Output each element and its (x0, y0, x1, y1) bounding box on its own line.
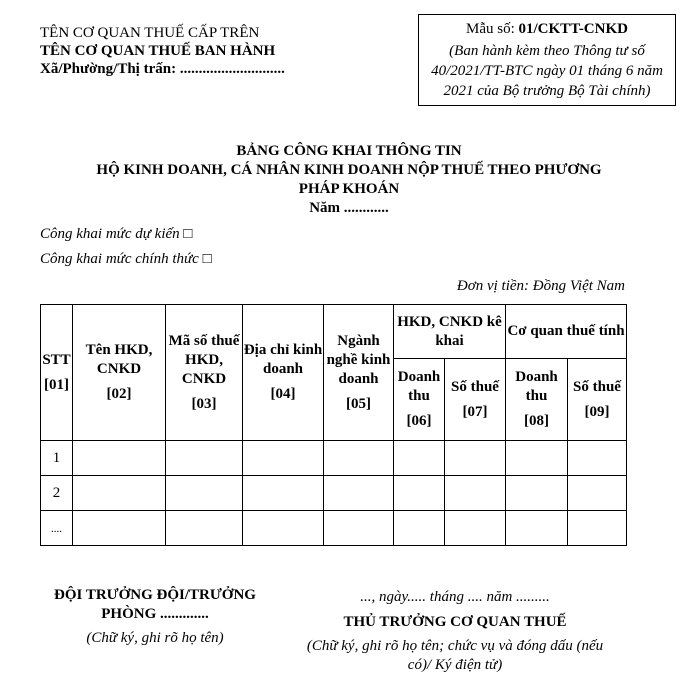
col-label: Số thuế (573, 378, 621, 395)
col-header-declared-revenue (394, 359, 445, 441)
col-code: [05] (346, 395, 371, 412)
form-code-label: Mẫu số: (466, 21, 519, 37)
col-label: Số thuế (451, 378, 499, 395)
col-code: [02] (106, 386, 132, 402)
option-official[interactable]: Công khai mức chính thức □ (40, 251, 212, 267)
form-code-box (418, 14, 676, 106)
cell[interactable] (394, 476, 445, 511)
right-signer-note: (Chữ ký, ghi rõ họ tên; chức vụ và đóng dấu (nếu có)/ Ký điện tử) (306, 638, 604, 673)
issuing-agency: TÊN CƠ QUAN THUẾ BAN HÀNH (40, 43, 276, 59)
cell[interactable] (166, 511, 243, 546)
cell[interactable] (243, 511, 324, 546)
cell[interactable] (166, 476, 243, 511)
cell[interactable] (73, 441, 166, 476)
col-header-assessed-tax (568, 359, 627, 441)
currency-unit: Đơn vị tiền: Đồng Việt Nam (456, 278, 625, 294)
agency-header (40, 24, 340, 78)
col-code: [04] (270, 386, 296, 402)
cell[interactable] (243, 476, 324, 511)
left-signer-title: ĐỘI TRƯỞNG ĐỘI/TRƯỞNG PHÒNG ............. (54, 587, 256, 622)
cell[interactable] (506, 441, 568, 476)
col-header-industry (324, 305, 394, 441)
signature-right (290, 588, 620, 675)
col-label: Tên HKD, CNKD (85, 342, 153, 377)
col-header-assessed-revenue (506, 359, 568, 441)
col-header-address (243, 305, 324, 441)
col-label: Mã số thuế HKD, CNKD (168, 332, 240, 387)
cell[interactable] (73, 476, 166, 511)
col-code: [06] (406, 413, 432, 429)
cell[interactable] (73, 511, 166, 546)
info-table (40, 304, 627, 546)
cell[interactable] (166, 441, 243, 476)
cell[interactable] (506, 511, 568, 546)
document-title-1: BẢNG CÔNG KHAI THÔNG TIN (236, 143, 462, 159)
right-signer-title: THỦ TRƯỞNG CƠ QUAN THUẾ (343, 614, 567, 630)
cell[interactable] (568, 511, 627, 546)
col-label: STT (42, 351, 71, 368)
cell[interactable] (324, 441, 394, 476)
left-signer-note: (Chữ ký, ghi rõ họ tên) (86, 630, 224, 646)
row-stt: 2 (41, 476, 73, 511)
cell[interactable] (324, 511, 394, 546)
date-line: ..., ngày..... tháng .... năm ......... (360, 589, 550, 605)
table-row (41, 476, 627, 511)
col-header-declared-tax (445, 359, 506, 441)
table-row (41, 511, 627, 546)
row-stt: .... (41, 511, 73, 546)
table-row (41, 441, 627, 476)
col-code: [07] (462, 403, 488, 420)
col-code: [08] (524, 413, 549, 429)
row-stt: 1 (41, 441, 73, 476)
cell[interactable] (445, 476, 506, 511)
parent-agency: TÊN CƠ QUAN THUẾ CẤP TRÊN (40, 25, 260, 41)
cell[interactable] (394, 441, 445, 476)
col-label: Doanh thu (515, 369, 558, 404)
document-title-3: PHÁP KHOÁN (298, 181, 400, 197)
col-code: [03] (191, 395, 217, 412)
cell[interactable] (324, 476, 394, 511)
cell[interactable] (243, 441, 324, 476)
document-year: Năm ............ (309, 200, 389, 216)
group-header-declared: HKD, CNKD kê khai (394, 305, 506, 359)
cell[interactable] (445, 511, 506, 546)
cell[interactable] (568, 441, 627, 476)
group-header-assessed: Cơ quan thuế tính (506, 305, 627, 359)
col-header-tax-id (166, 305, 243, 441)
col-header-name (73, 305, 166, 441)
col-label: Ngành nghề kinh doanh (326, 332, 391, 387)
col-header-stt (41, 305, 73, 441)
form-code-value: 01/CKTT-CNKD (518, 21, 628, 37)
cell[interactable] (445, 441, 506, 476)
cell[interactable] (568, 476, 627, 511)
col-code: [01] (44, 376, 69, 393)
form-code (419, 20, 675, 38)
cell[interactable] (394, 511, 445, 546)
cell[interactable] (506, 476, 568, 511)
commune-field: Xã/Phường/Thị trấn: ............................ (40, 61, 285, 77)
col-code: [09] (584, 403, 610, 420)
document-title-2: HỘ KINH DOANH, CÁ NHÂN KINH DOANH NỘP THUẾ THEO PHƯƠNG (96, 162, 602, 178)
col-label: Địa chỉ kinh doanh (243, 342, 323, 377)
form-description: (Ban hành kèm theo Thông tư số 40/2021/TT-BTC ngày 01 tháng 6 năm 2021 của Bộ trưởng Bộ Tài chính) (431, 43, 663, 99)
col-label: Doanh thu (397, 369, 441, 404)
signature-left (30, 586, 280, 648)
option-expected[interactable]: Công khai mức dự kiến □ (40, 226, 193, 242)
